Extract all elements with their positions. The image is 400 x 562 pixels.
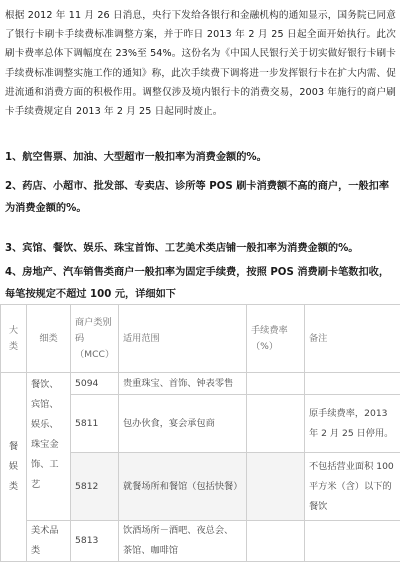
group-category-cell: 餐娱类 — [1, 373, 27, 562]
rule-item-3: 3、宾馆、餐饮、娱乐、珠宝首饰、工艺美术类店铺一般扣率为消费金额的%。 — [5, 238, 396, 260]
note-cell: 不包括营业面积 100 平方米（含）以下的餐饮 — [305, 453, 400, 521]
scope-cell: 就餐场所和餐馆（包括快餐） — [119, 453, 247, 521]
note-cell — [305, 521, 400, 562]
intro-paragraph: 根据 2012 年 11 月 26 日消息，央行下发给各银行和金融机构的通知显示，国务院已同意了银行卡刷卡手续费标准调整方案，并于昨日 2013 年 2 月 25 日起全面开始执行。此次刷卡费率总体下调幅度在 23%至 54%。这份名为《中国人民银行关于切实做好银行卡刷卡手续费标准调整实施工作的通知》称，此次手续费下调将进一步发挥银行卡在扩大内需、促进流通和消费方面的积极作用。调整仅涉及境内银行卡的消费交易，2003 年施行的商户刷卡手续费规定自 2013 年 2 月 25 日起同时废止。 — [5, 6, 396, 121]
header-category: 大类 — [1, 305, 27, 373]
fee-rate-table — [0, 304, 400, 562]
rate-cell — [247, 521, 305, 562]
rule-item-1: 1、航空售票、加油、大型超市一般扣率为消费金额的%。 — [5, 147, 396, 169]
mcc-cell: 5094 — [71, 373, 119, 395]
rate-cell — [247, 373, 305, 395]
subcategory-cell: 美术品类 — [27, 521, 71, 562]
scope-cell: 贵重珠宝、首饰、钟表零售 — [119, 373, 247, 395]
table-row — [1, 373, 400, 395]
subcategory-cell: 餐饮、宾馆、娱乐、珠宝金饰、工艺 — [27, 373, 71, 521]
rate-cell — [247, 453, 305, 521]
mcc-cell: 5811 — [71, 395, 119, 453]
scope-cell: 饮酒场所－酒吧、夜总会、茶馆、咖啡馆 — [119, 521, 247, 562]
rule-item-4: 4、房地产、汽车销售类商户一般扣率为固定手续费，按照 POS 消费刷卡笔数扣收，每笔按规定不超过 100 元，详细如下 — [5, 262, 396, 306]
header-scope: 适用范围 — [119, 305, 247, 373]
rule-item-2: 2、药店、小超市、批发部、专卖店、诊所等 POS 刷卡消费额不高的商户，一般扣率为消费金额的%。 — [5, 176, 396, 220]
table-header-row — [1, 305, 400, 373]
table-row — [1, 521, 400, 562]
scope-cell: 包办伙食，宴会承包商 — [119, 395, 247, 453]
header-note: 备注 — [305, 305, 400, 373]
note-cell: 原手续费率，2013 年 2 月 25 日停用。 — [305, 395, 400, 453]
mcc-cell: 5812 — [71, 453, 119, 521]
rate-cell — [247, 395, 305, 453]
note-cell — [305, 373, 400, 395]
header-rate: 手续费率（%） — [247, 305, 305, 373]
mcc-cell: 5813 — [71, 521, 119, 562]
header-subcategory: 细类 — [27, 305, 71, 373]
header-mcc: 商户类别码（MCC） — [71, 305, 119, 373]
